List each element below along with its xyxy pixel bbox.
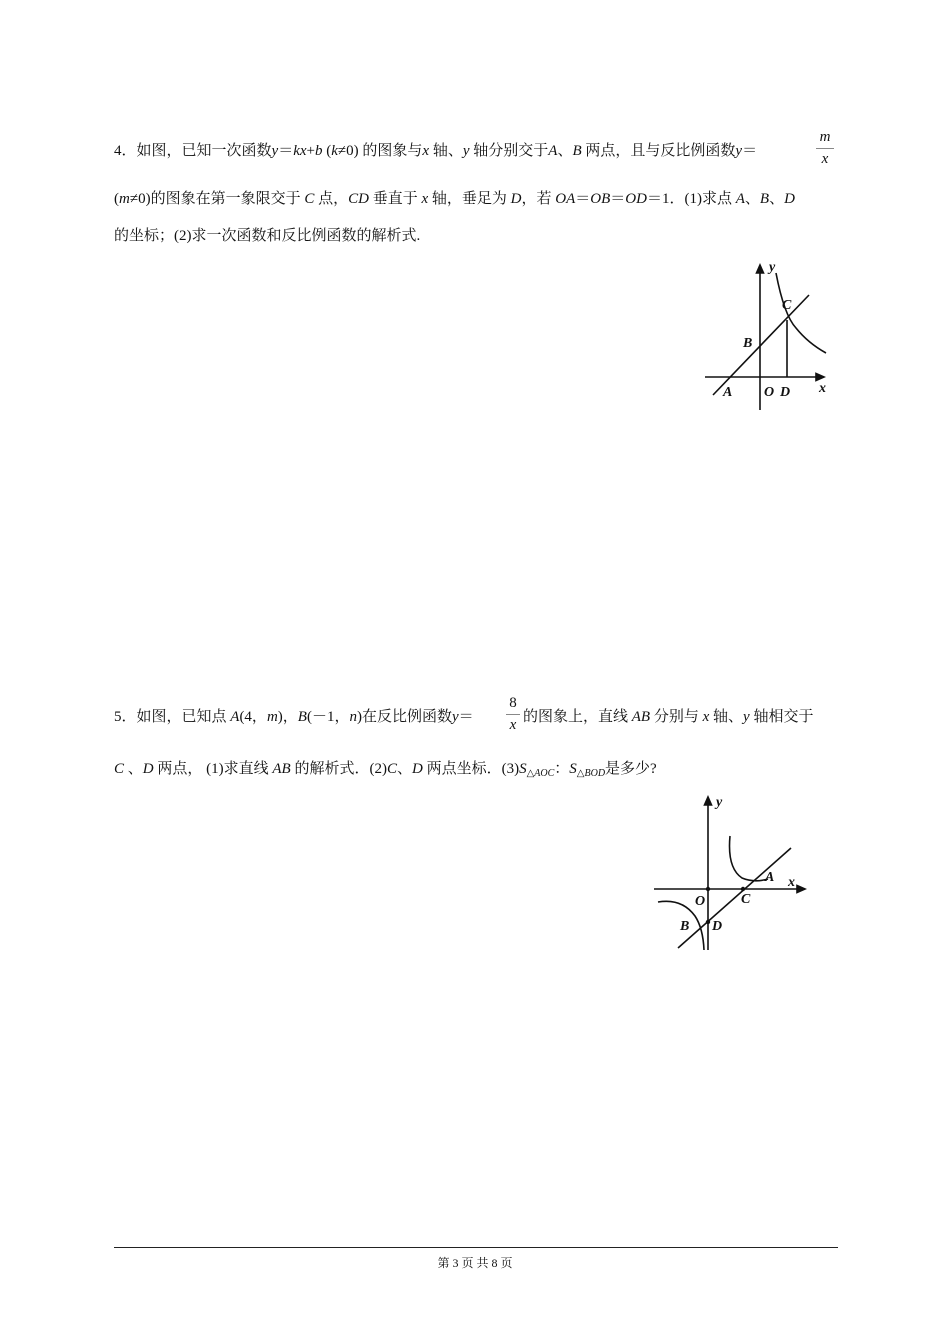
figure5-label-d: D [712, 919, 723, 934]
figure5-label-x: x [788, 875, 795, 890]
problem5-line1: 5．如图，已知点 A(4，m)，B(－1，n)在反比例函数y＝ [114, 709, 474, 725]
problem5-line1-tail: 的图象上，直线 AB 分别与 x 轴、y 轴相交于 [523, 709, 814, 725]
figure4-label-a: A [723, 385, 733, 400]
problem4-line3: 的坐标；(2)求一次函数和反比例函数的解析式. [114, 228, 421, 244]
figure4-hyperbola [776, 273, 826, 353]
figure4-y-arrow [757, 265, 764, 273]
figure4-label-y: y [769, 260, 776, 275]
figure5-point-d [706, 920, 710, 924]
figure5-label-o: O [695, 894, 706, 909]
figure5-point-o [706, 887, 710, 891]
problem4-line2: (m≠0)的图象在第一象限交于 C 点，CD 垂直于 x 轴，垂足为 D，若 OA＝OB＝OD＝1．(1)求点 A、B、D [114, 191, 795, 207]
figure5-label-c: C [741, 892, 751, 907]
problem5-fraction: 8 x [506, 696, 520, 733]
figure4-label-d: D [780, 385, 791, 400]
figure4-label-b: B [743, 336, 753, 351]
figure4-label-c: C [782, 298, 792, 313]
figure5-label-a: A [765, 870, 775, 885]
figure4-line-ab [713, 295, 809, 395]
figure4-graph [700, 255, 840, 415]
page-number: 第 3 页 共 8 页 [437, 1256, 513, 1270]
footer-divider [114, 1247, 838, 1248]
figure5-point-c [741, 887, 745, 891]
problem4-fraction: m x [816, 130, 834, 167]
figure4-label-o: O [764, 385, 775, 400]
figure5-graph [650, 790, 820, 955]
figure5-y-arrow [705, 797, 712, 805]
figure4-x-arrow [816, 374, 824, 381]
figure5-label-b: B [680, 919, 690, 934]
figure5-label-y: y [716, 795, 723, 810]
problem4-line1: 4．如图，已知一次函数y＝kx+b (k≠0) 的图象与x 轴、y 轴分别交于A、B 两点，且与反比例函数y＝ [114, 143, 758, 159]
problem5-line2: C 、D 两点， (1)求直线 AB 的解析式．(2)C、D 两点坐标．$(3)S_{\triangle AOC}$：$S_{\triangle BOD}$是多少? [114, 761, 657, 779]
figure4-label-x: x [819, 381, 826, 396]
figure5-x-arrow [797, 886, 805, 893]
